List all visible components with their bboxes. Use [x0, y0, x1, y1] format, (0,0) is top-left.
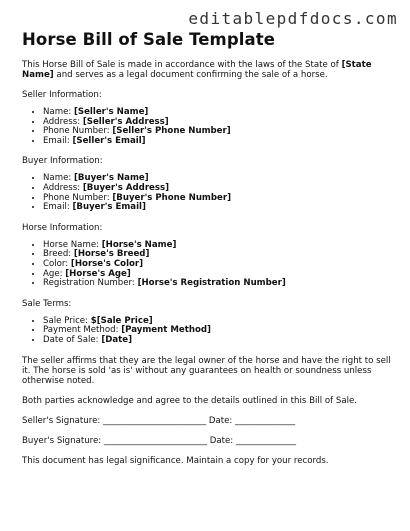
date-blank: ______________	[235, 435, 297, 446]
horse-section-heading: Horse Information:	[22, 222, 103, 233]
site-watermark: editablepdfdocs.com	[188, 9, 398, 28]
item-value: [Horse's Name]	[101, 239, 177, 250]
intro-paragraph	[22, 60, 394, 80]
seller-signature-line	[22, 416, 394, 426]
buyer-signature-line	[22, 436, 394, 446]
sale-date-item	[43, 336, 394, 346]
item-label: Phone Number:	[43, 192, 113, 203]
date-label: Date:	[206, 415, 236, 426]
item-value: [Horse's Breed]	[73, 249, 150, 260]
sale-terms-list	[22, 317, 394, 346]
item-label: Age:	[43, 268, 66, 279]
date-blank: ______________	[235, 415, 296, 426]
item-label: Name:	[43, 107, 74, 117]
horse-info-list	[22, 241, 394, 289]
signature-blank: ________________________	[103, 435, 208, 446]
signature-label: Seller's Signature:	[22, 415, 103, 426]
item-label: Phone Number:	[43, 126, 113, 137]
seller-info-list	[22, 108, 394, 146]
item-value: [Payment Method]	[121, 325, 211, 336]
signature-blank: ________________________	[103, 415, 207, 426]
seller-email-item	[43, 137, 394, 147]
item-label: Horse Name:	[43, 239, 102, 250]
ownership-affirmation: The seller affirms that they are the legal owner of the horse and have the right to sell it. The horse is sold 'as is' without any guarantees on health or soundness unless otherwise noted.	[22, 355, 391, 386]
item-label: Address:	[43, 116, 83, 127]
item-value: [Horse's Registration Number]	[137, 278, 286, 289]
item-label: Email:	[43, 135, 73, 146]
seller-section-heading: Seller Information:	[22, 90, 102, 100]
item-value: [Date]	[101, 334, 133, 345]
intro-text-end: and serves as a legal document confirming the sale of a horse.	[53, 70, 328, 80]
item-value: [Horse's Age]	[65, 268, 131, 279]
intro-text-start: This Horse Bill of Sale is made in accordance with the laws of the State of	[22, 60, 342, 70]
bill-of-sale-document	[22, 30, 394, 476]
acknowledgement-statement: Both parties acknowledge and agree to the details outlined in this Bill of Sale.	[22, 395, 358, 406]
item-label: Payment Method:	[43, 325, 122, 336]
item-value: [Seller's Phone Number]	[112, 126, 231, 137]
item-value: $[Sale Price]	[90, 315, 153, 326]
item-value: [Horse's Color]	[70, 258, 144, 269]
item-value: [Buyer's Name]	[73, 173, 149, 184]
item-value: [Buyer's Address]	[82, 182, 170, 193]
buyer-section-heading: Buyer Information:	[22, 156, 103, 167]
document-title: Horse Bill of Sale Template	[22, 30, 276, 49]
item-value: [Seller's Name]	[73, 107, 149, 117]
item-value: [Seller's Email]	[72, 135, 146, 146]
item-label: Registration Number:	[43, 278, 138, 289]
item-value: [Buyer's Email]	[72, 202, 146, 213]
legal-footer-note: This document has legal significance. Maintain a copy for your records.	[22, 455, 329, 466]
date-label: Date:	[207, 435, 236, 446]
item-label: Date of Sale:	[43, 334, 102, 345]
item-value: [Buyer's Phone Number]	[112, 192, 232, 203]
state-name-field: [State Name]	[22, 60, 372, 80]
buyer-email-item	[43, 203, 394, 213]
item-label: Address:	[43, 182, 83, 193]
terms-section-heading: Sale Terms:	[22, 298, 72, 309]
buyer-info-list	[22, 174, 394, 212]
signature-label: Buyer's Signature:	[22, 435, 104, 446]
item-label: Breed:	[43, 249, 74, 260]
item-value: [Seller's Address]	[82, 116, 169, 127]
item-label: Name:	[43, 173, 74, 184]
item-label: Email:	[43, 202, 73, 213]
item-label: Color:	[43, 258, 71, 269]
item-label: Sale Price:	[43, 315, 91, 326]
horse-registration-item	[43, 279, 394, 289]
